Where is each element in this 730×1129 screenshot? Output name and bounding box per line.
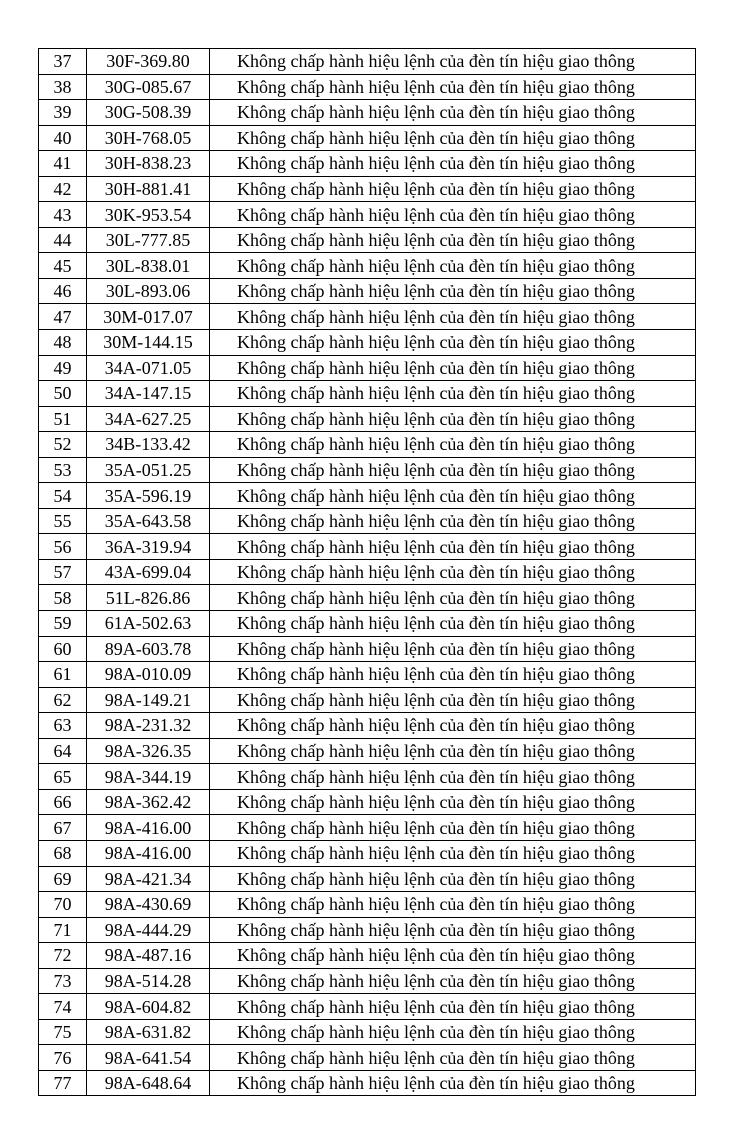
row-number-cell: 52 [39,432,87,458]
violation-cell: Không chấp hành hiệu lệnh của đèn tín hiệu giao thông [210,1070,696,1096]
row-number-cell: 41 [39,151,87,177]
table-row [39,278,696,304]
row-number-cell: 51 [39,406,87,432]
license-plate-cell: 98A-149.21 [87,687,210,713]
license-plate-cell: 98A-648.64 [87,1070,210,1096]
row-number-cell: 39 [39,100,87,126]
violation-cell: Không chấp hành hiệu lệnh của đèn tín hiệu giao thông [210,1019,696,1045]
violation-cell: Không chấp hành hiệu lệnh của đèn tín hiệu giao thông [210,534,696,560]
violation-cell: Không chấp hành hiệu lệnh của đèn tín hiệu giao thông [210,381,696,407]
license-plate-cell: 30G-508.39 [87,100,210,126]
table-row [39,815,696,841]
license-plate-cell: 98A-362.42 [87,789,210,815]
violation-cell: Không chấp hành hiệu lệnh của đèn tín hiệu giao thông [210,1045,696,1071]
row-number-cell: 45 [39,253,87,279]
license-plate-cell: 98A-631.82 [87,1019,210,1045]
violation-cell: Không chấp hành hiệu lệnh của đèn tín hiệu giao thông [210,457,696,483]
license-plate-cell: 34A-627.25 [87,406,210,432]
row-number-cell: 75 [39,1019,87,1045]
table-row [39,1070,696,1096]
table-row [39,943,696,969]
table-row [39,789,696,815]
table-row [39,738,696,764]
row-number-cell: 56 [39,534,87,560]
row-number-cell: 62 [39,687,87,713]
license-plate-cell: 35A-051.25 [87,457,210,483]
license-plate-cell: 98A-344.19 [87,764,210,790]
violation-cell: Không chấp hành hiệu lệnh của đèn tín hiệu giao thông [210,611,696,637]
row-number-cell: 38 [39,74,87,100]
violation-cell: Không chấp hành hiệu lệnh của đèn tín hiệu giao thông [210,636,696,662]
row-number-cell: 65 [39,764,87,790]
row-number-cell: 42 [39,176,87,202]
license-plate-cell: 98A-641.54 [87,1045,210,1071]
table-row [39,713,696,739]
row-number-cell: 66 [39,789,87,815]
violation-cell: Không chấp hành hiệu lệnh của đèn tín hiệu giao thông [210,49,696,75]
table-row [39,227,696,253]
row-number-cell: 59 [39,611,87,637]
table-row [39,330,696,356]
table-row [39,866,696,892]
table-row [39,74,696,100]
table-row [39,432,696,458]
violation-cell: Không chấp hành hiệu lệnh của đèn tín hiệu giao thông [210,176,696,202]
row-number-cell: 44 [39,227,87,253]
row-number-cell: 73 [39,968,87,994]
table-row [39,176,696,202]
license-plate-cell: 30G-085.67 [87,74,210,100]
table-row [39,662,696,688]
violation-cell: Không chấp hành hiệu lệnh của đèn tín hiệu giao thông [210,202,696,228]
row-number-cell: 54 [39,483,87,509]
table-row [39,355,696,381]
row-number-cell: 53 [39,457,87,483]
row-number-cell: 77 [39,1070,87,1096]
license-plate-cell: 98A-416.00 [87,815,210,841]
violation-cell: Không chấp hành hiệu lệnh của đèn tín hiệu giao thông [210,278,696,304]
license-plate-cell: 35A-643.58 [87,508,210,534]
license-plate-cell: 51L-826.86 [87,585,210,611]
license-plate-cell: 30L-893.06 [87,278,210,304]
violations-table [38,48,696,1096]
table-row [39,892,696,918]
row-number-cell: 46 [39,278,87,304]
violation-cell: Không chấp hành hiệu lệnh của đèn tín hiệu giao thông [210,151,696,177]
table-row [39,151,696,177]
table-row [39,534,696,560]
violation-cell: Không chấp hành hiệu lệnh của đèn tín hiệu giao thông [210,330,696,356]
license-plate-cell: 30H-768.05 [87,125,210,151]
violation-cell: Không chấp hành hiệu lệnh của đèn tín hiệu giao thông [210,74,696,100]
table-row [39,49,696,75]
violation-cell: Không chấp hành hiệu lệnh của đèn tín hiệu giao thông [210,125,696,151]
violation-cell: Không chấp hành hiệu lệnh của đèn tín hiệu giao thông [210,764,696,790]
table-row [39,381,696,407]
row-number-cell: 47 [39,304,87,330]
table-row [39,483,696,509]
violation-cell: Không chấp hành hiệu lệnh của đèn tín hiệu giao thông [210,227,696,253]
row-number-cell: 74 [39,994,87,1020]
license-plate-cell: 34A-147.15 [87,381,210,407]
row-number-cell: 68 [39,840,87,866]
license-plate-cell: 98A-487.16 [87,943,210,969]
license-plate-cell: 98A-604.82 [87,994,210,1020]
violation-cell: Không chấp hành hiệu lệnh của đèn tín hiệu giao thông [210,483,696,509]
license-plate-cell: 30F-369.80 [87,49,210,75]
license-plate-cell: 30L-838.01 [87,253,210,279]
violation-cell: Không chấp hành hiệu lệnh của đèn tín hiệu giao thông [210,943,696,969]
row-number-cell: 71 [39,917,87,943]
violation-cell: Không chấp hành hiệu lệnh của đèn tín hiệu giao thông [210,815,696,841]
table-row [39,840,696,866]
row-number-cell: 61 [39,662,87,688]
violation-cell: Không chấp hành hiệu lệnh của đèn tín hiệu giao thông [210,585,696,611]
row-number-cell: 64 [39,738,87,764]
license-plate-cell: 61A-502.63 [87,611,210,637]
row-number-cell: 67 [39,815,87,841]
row-number-cell: 50 [39,381,87,407]
license-plate-cell: 34B-133.42 [87,432,210,458]
row-number-cell: 60 [39,636,87,662]
table-row [39,559,696,585]
violation-cell: Không chấp hành hiệu lệnh của đèn tín hiệu giao thông [210,662,696,688]
table-row [39,968,696,994]
license-plate-cell: 98A-231.32 [87,713,210,739]
row-number-cell: 49 [39,355,87,381]
row-number-cell: 58 [39,585,87,611]
violation-cell: Không chấp hành hiệu lệnh của đèn tín hiệu giao thông [210,304,696,330]
violation-cell: Không chấp hành hiệu lệnh của đèn tín hiệu giao thông [210,840,696,866]
license-plate-cell: 98A-326.35 [87,738,210,764]
license-plate-cell: 36A-319.94 [87,534,210,560]
violation-cell: Không chấp hành hiệu lệnh của đèn tín hiệu giao thông [210,355,696,381]
license-plate-cell: 43A-699.04 [87,559,210,585]
license-plate-cell: 34A-071.05 [87,355,210,381]
table-row [39,1045,696,1071]
table-row [39,304,696,330]
table-row [39,508,696,534]
license-plate-cell: 98A-416.00 [87,840,210,866]
table-row [39,611,696,637]
table-row [39,994,696,1020]
row-number-cell: 70 [39,892,87,918]
violation-cell: Không chấp hành hiệu lệnh của đèn tín hiệu giao thông [210,917,696,943]
license-plate-cell: 89A-603.78 [87,636,210,662]
license-plate-cell: 98A-421.34 [87,866,210,892]
license-plate-cell: 98A-514.28 [87,968,210,994]
license-plate-cell: 30M-144.15 [87,330,210,356]
violation-cell: Không chấp hành hiệu lệnh của đèn tín hiệu giao thông [210,253,696,279]
row-number-cell: 37 [39,49,87,75]
table-row [39,202,696,228]
violation-cell: Không chấp hành hiệu lệnh của đèn tín hiệu giao thông [210,789,696,815]
table-row [39,253,696,279]
row-number-cell: 43 [39,202,87,228]
license-plate-cell: 30H-881.41 [87,176,210,202]
row-number-cell: 57 [39,559,87,585]
violation-cell: Không chấp hành hiệu lệnh của đèn tín hiệu giao thông [210,432,696,458]
table-row [39,585,696,611]
license-plate-cell: 98A-010.09 [87,662,210,688]
violation-cell: Không chấp hành hiệu lệnh của đèn tín hiệu giao thông [210,738,696,764]
row-number-cell: 69 [39,866,87,892]
violation-cell: Không chấp hành hiệu lệnh của đèn tín hiệu giao thông [210,866,696,892]
license-plate-cell: 30K-953.54 [87,202,210,228]
license-plate-cell: 30H-838.23 [87,151,210,177]
table-row [39,917,696,943]
violation-cell: Không chấp hành hiệu lệnh của đèn tín hiệu giao thông [210,994,696,1020]
violation-cell: Không chấp hành hiệu lệnh của đèn tín hiệu giao thông [210,508,696,534]
table-row [39,764,696,790]
violation-cell: Không chấp hành hiệu lệnh của đèn tín hiệu giao thông [210,687,696,713]
violation-cell: Không chấp hành hiệu lệnh của đèn tín hiệu giao thông [210,559,696,585]
license-plate-cell: 30L-777.85 [87,227,210,253]
violation-cell: Không chấp hành hiệu lệnh của đèn tín hiệu giao thông [210,968,696,994]
table-row [39,636,696,662]
license-plate-cell: 35A-596.19 [87,483,210,509]
table-row [39,100,696,126]
row-number-cell: 55 [39,508,87,534]
violation-cell: Không chấp hành hiệu lệnh của đèn tín hiệu giao thông [210,406,696,432]
table-row [39,457,696,483]
row-number-cell: 48 [39,330,87,356]
table-row [39,406,696,432]
table-row [39,125,696,151]
license-plate-cell: 30M-017.07 [87,304,210,330]
violations-table-body [39,49,696,1096]
table-row [39,1019,696,1045]
license-plate-cell: 98A-444.29 [87,917,210,943]
row-number-cell: 76 [39,1045,87,1071]
violation-cell: Không chấp hành hiệu lệnh của đèn tín hiệu giao thông [210,713,696,739]
row-number-cell: 63 [39,713,87,739]
table-row [39,687,696,713]
row-number-cell: 40 [39,125,87,151]
violation-cell: Không chấp hành hiệu lệnh của đèn tín hiệu giao thông [210,100,696,126]
violation-cell: Không chấp hành hiệu lệnh của đèn tín hiệu giao thông [210,892,696,918]
row-number-cell: 72 [39,943,87,969]
license-plate-cell: 98A-430.69 [87,892,210,918]
